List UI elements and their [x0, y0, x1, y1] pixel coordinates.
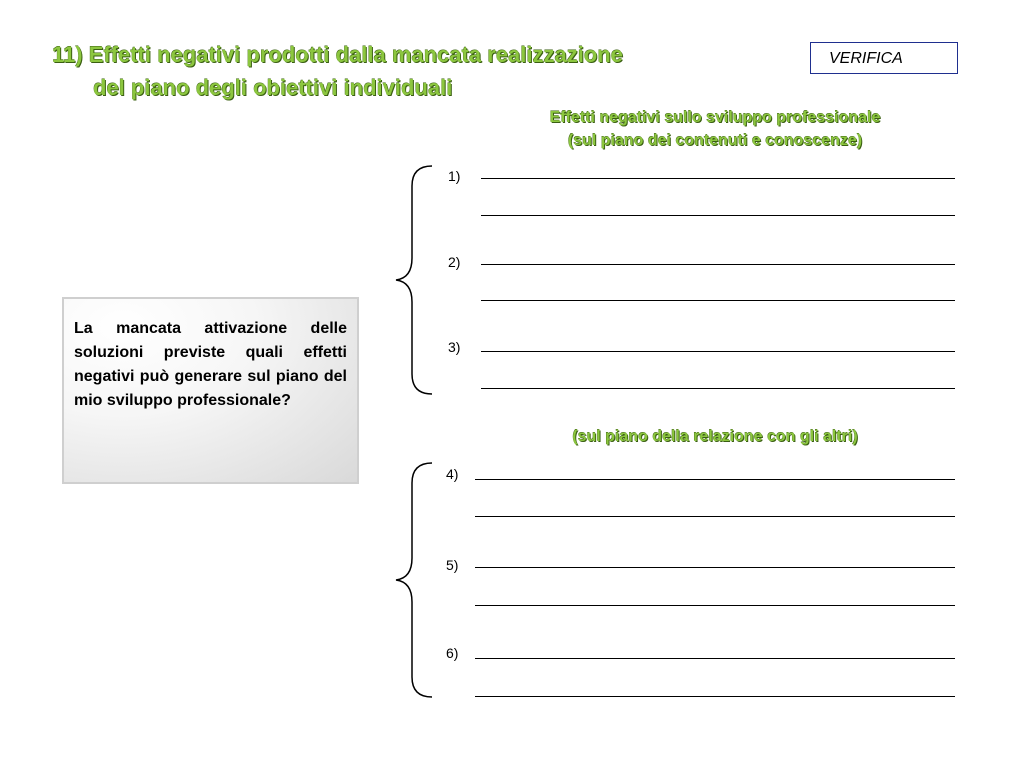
item-3-answer-line-b[interactable] [481, 388, 955, 389]
item-2-answer-line-b[interactable] [481, 300, 955, 301]
item-1-answer-line-a[interactable] [481, 178, 955, 179]
item-6-answer-line-a[interactable] [475, 658, 955, 659]
item-6-answer-line-b[interactable] [475, 696, 955, 697]
item-2-number: 2) [448, 254, 461, 270]
section2-heading: (sul piano della relazione con gli altri) [572, 428, 858, 445]
question-text: La mancata attivazione delle soluzioni previste quali effetti negativi può generare sul piano del mio sviluppo professionale? [74, 320, 347, 409]
item-3-number: 3) [448, 339, 461, 355]
title-line-1: 11) Effetti negativi prodotti dalla mancata realizzazione [52, 42, 623, 67]
verifica-badge: VERIFICA [810, 42, 958, 74]
item-6-number: 6) [446, 645, 459, 661]
item-5-answer-line-b[interactable] [475, 605, 955, 606]
brace-group-2-icon [392, 459, 434, 701]
brace-group-1-icon [392, 162, 434, 398]
page-title [52, 38, 772, 104]
question-box [62, 297, 359, 484]
item-2-answer-line-a[interactable] [481, 264, 955, 265]
item-4-answer-line-b[interactable] [475, 516, 955, 517]
item-4-answer-line-a[interactable] [475, 479, 955, 480]
item-3-answer-line-a[interactable] [481, 351, 955, 352]
section1-heading [490, 106, 940, 152]
section1-heading-line2: (sul piano dei contenuti e conoscenze) [567, 132, 863, 149]
item-1-answer-line-b[interactable] [481, 215, 955, 216]
item-1-number: 1) [448, 168, 461, 184]
item-4-number: 4) [446, 466, 459, 482]
section1-heading-line1: Effetti negativi sullo sviluppo professionale [549, 109, 881, 126]
item-5-answer-line-a[interactable] [475, 567, 955, 568]
item-5-number: 5) [446, 557, 459, 573]
title-line-2: del piano degli obiettivi individuali [93, 75, 453, 100]
